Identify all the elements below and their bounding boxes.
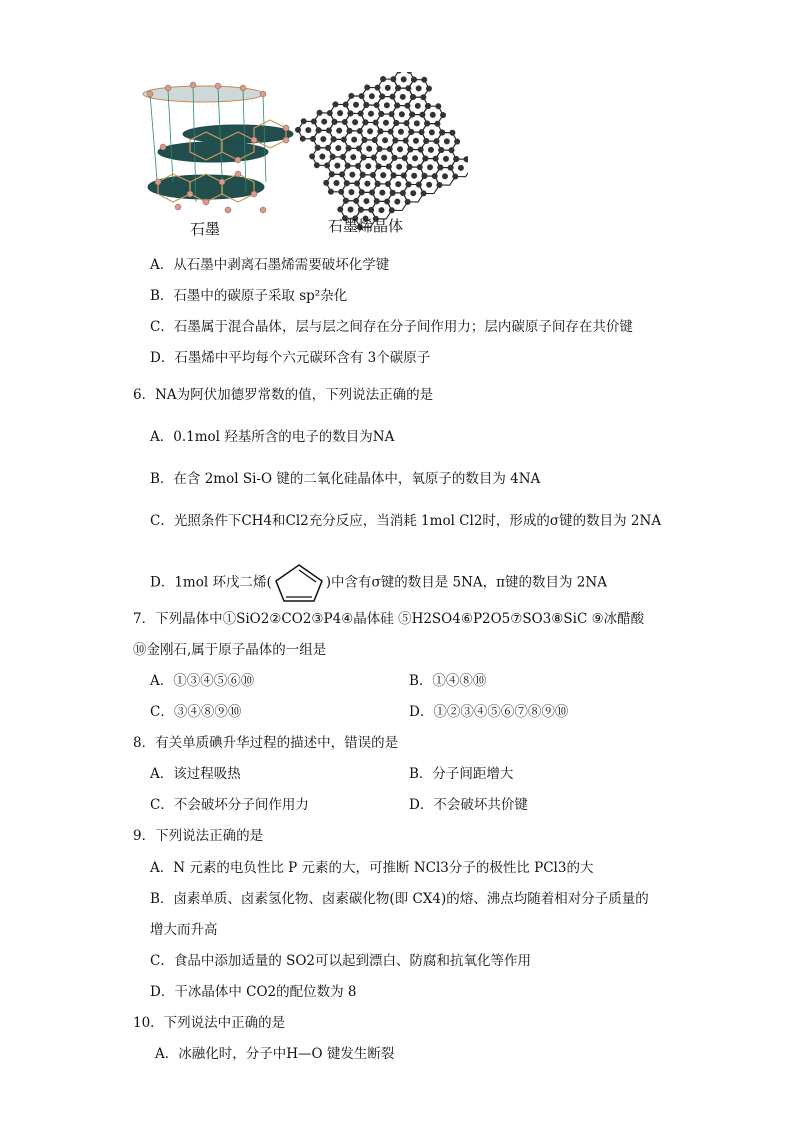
q6-option-b: B．在含 2mol Si-O 键的二氧化硅晶体中，氧原子的数目为 4NA (150, 471, 541, 487)
q7-option-a: A．①③④⑤⑥⑩ (150, 673, 255, 689)
q9-option-b-line2: 增大而升高 (150, 922, 218, 938)
q5-option-c: C．石墨属于混合晶体，层与层之间存在分子间作用力；层内碳原子间存在共价键 (150, 319, 633, 335)
q8-option-b: B．分子间距增大 (409, 766, 514, 782)
q8-option-d: D．不会破坏共价键 (409, 797, 528, 813)
q6-stem: 6．NA为阿伏加德罗常数的值，下列说法正确的是 (133, 387, 434, 403)
q10-option-a: A．冰融化时，分子中H—O 键发生断裂 (155, 1046, 395, 1062)
q7-option-c: C．③④⑧⑨⑩ (150, 704, 242, 720)
q9-option-d: D．干冰晶体中 CO2的配位数为 8 (150, 984, 357, 1000)
cyclopentadiene-structure-icon (272, 562, 326, 604)
q5-option-b: B．石墨中的碳原子采取 sp²杂化 (150, 288, 348, 304)
graphite-illustration (143, 82, 293, 213)
q8-option-c: C．不会破坏分子间作用力 (150, 797, 309, 813)
graphite-graphene-illustration (138, 72, 468, 242)
q6-option-d-post: )中含有σ键的数目是 5NA，π键的数目为 2NA (325, 574, 607, 591)
q10-stem: 10．下列说法中正确的是 (133, 1015, 286, 1031)
q9-stem: 9．下列说法正确的是 (133, 828, 264, 844)
caption-graphene: 石墨烯晶体 (328, 217, 404, 235)
q6-option-c: C．光照条件下CH4和Cl2充分反应，当消耗 1mol Cl2时，形成的σ键的数目为 2NA (150, 513, 662, 529)
q7-stem-line1: 7．下列晶体中①SiO2②CO2③P4④晶体硅 ⑤H2SO4⑥P2O5⑦SO3⑧SiC ⑨冰醋酸 (133, 611, 645, 627)
q6-option-d-pre: D．1mol 环戊二烯( (150, 574, 272, 591)
q5-option-d: D．石墨烯中平均每个六元碳环含有 3个碳原子 (150, 350, 431, 366)
q6-option-a: A．0.1mol 羟基所含的电子的数目为NA (150, 429, 395, 445)
graphene-illustration (292, 72, 468, 237)
q9-option-b-line1: B．卤素单质、卤素氢化物、卤素碳化物(即 CX4)的熔、沸点均随着相对分子质量的 (150, 891, 649, 907)
caption-graphite: 石墨 (190, 220, 221, 238)
q5-option-a: A．从石墨中剥离石墨烯需要破坏化学键 (150, 257, 390, 273)
q8-stem: 8．有关单质碘升华过程的描述中，错误的是 (133, 735, 399, 751)
q7-stem-line2: ⑩金刚石,属于原子晶体的一组是 (133, 642, 327, 658)
crystal-figure (138, 72, 468, 242)
q7-option-d: D．①②③④⑤⑥⑦⑧⑨⑩ (409, 704, 569, 720)
q9-option-c: C．食品中添加适量的 SO2可以起到漂白、防腐和抗氧化等作用 (150, 953, 532, 969)
q7-option-b: B．①④⑧⑩ (409, 673, 487, 689)
q9-option-a: A．N 元素的电负性比 P 元素的大，可推断 NCl3分子的极性比 PCl3的大 (150, 860, 594, 876)
q8-option-a: A．该过程吸热 (150, 766, 241, 782)
q6-option-d (150, 562, 607, 604)
